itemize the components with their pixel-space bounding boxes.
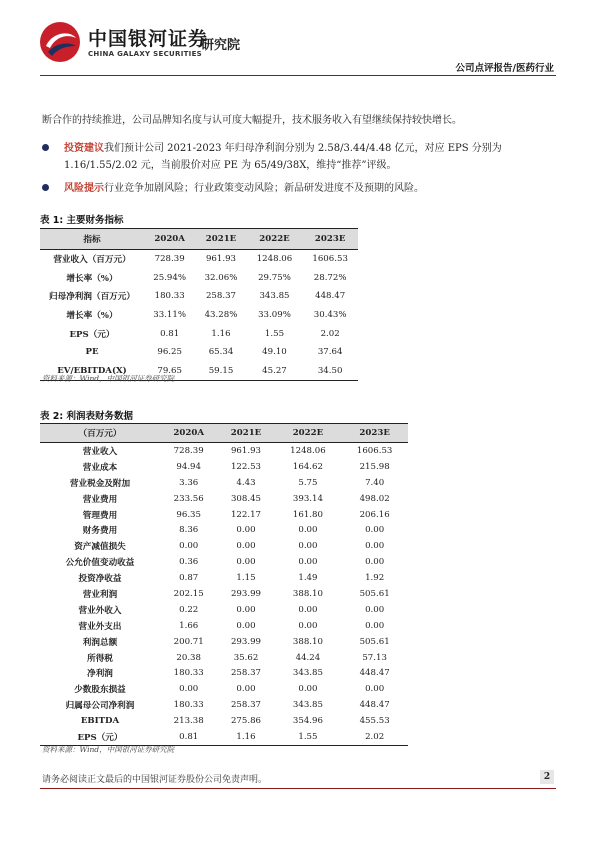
galaxy-logo-icon	[38, 20, 82, 64]
bullet-highlight: 风险提示	[64, 183, 104, 194]
column-header: 2023E	[341, 424, 408, 443]
table-row	[40, 681, 408, 697]
row-label: 营业收入（百万元）	[53, 255, 131, 266]
header-divider	[40, 75, 556, 76]
table-row	[40, 729, 408, 745]
table-cell: 57.13	[362, 652, 387, 663]
table-row	[40, 602, 408, 618]
table-cell: 180.33	[154, 291, 185, 302]
table-cell: 0.00	[298, 557, 318, 568]
row-label: 增长率（%）	[66, 273, 118, 284]
table-row	[40, 650, 408, 666]
table-cell: 1248.06	[256, 254, 293, 265]
table-cell: 448.47	[315, 291, 346, 302]
table-cell: 1.92	[365, 573, 385, 584]
table-row	[40, 287, 358, 306]
table-cell: 1.66	[179, 620, 199, 631]
table1-title: 表 1: 主要财务指标	[40, 215, 124, 226]
table-cell: 293.99	[230, 588, 262, 599]
table-cell: 393.14	[292, 493, 323, 504]
table-cell: 258.37	[230, 700, 262, 711]
table-cell: 200.71	[173, 636, 204, 647]
column-header: 2021E	[217, 424, 274, 443]
table-cell: 20.38	[176, 652, 201, 663]
table-cell: 448.47	[359, 700, 390, 711]
table-cell: 164.62	[292, 461, 323, 472]
table-cell: 35.62	[233, 652, 259, 663]
column-header: 2020A	[160, 424, 217, 443]
table-cell: 0.00	[365, 620, 385, 631]
table-cell: 0.00	[298, 541, 318, 552]
institute-label: 研究院	[201, 38, 241, 53]
table-cell: 79.65	[144, 362, 195, 381]
bullet-icon	[42, 184, 49, 191]
table-cell: 1.55	[264, 328, 285, 339]
table-header-row	[40, 229, 358, 250]
table-cell: 180.33	[173, 668, 204, 679]
table-cell: 0.87	[179, 573, 199, 584]
row-label: 少数股东损益	[74, 685, 126, 696]
table-cell: 1.49	[298, 573, 318, 584]
table-row	[40, 491, 408, 507]
table-row	[40, 618, 408, 634]
table-cell: 0.00	[365, 541, 385, 552]
table-row	[40, 697, 408, 713]
table-cell: 0.81	[160, 328, 180, 339]
table-cell: 8.36	[179, 525, 199, 536]
table-cell: 505.61	[359, 636, 390, 647]
table-cell: 1.15	[236, 573, 256, 584]
table-cell: 1.55	[275, 729, 342, 745]
table2-source: 资料来源：Wind，中国银河证券研究院	[42, 745, 175, 754]
bullet-icon	[42, 144, 49, 151]
table-cell: 37.64	[317, 347, 343, 358]
table-cell: 961.93	[230, 445, 262, 456]
table-cell: 180.33	[173, 700, 204, 711]
column-header: 2020A	[144, 229, 195, 250]
row-label: 管理费用	[82, 510, 118, 521]
table-cell: 2.02	[320, 328, 340, 339]
bullet-highlight: 投资建议	[64, 143, 104, 154]
table-cell: 96.35	[176, 509, 201, 520]
table-cell: 0.22	[179, 604, 199, 615]
table-cell: 122.17	[230, 509, 262, 520]
table-cell: 49.10	[262, 347, 287, 358]
row-label: 财务费用	[82, 526, 118, 537]
table-cell: 0.36	[179, 557, 199, 568]
table-row	[40, 713, 408, 729]
page-number: 2	[540, 770, 554, 784]
brand-name-en: CHINA GALAXY SECURITIES	[88, 50, 202, 58]
table-cell: 1606.53	[356, 445, 393, 456]
table-cell: 33.09%	[258, 310, 291, 321]
column-header: 2022E	[247, 229, 303, 250]
report-type: 公司点评报告/医药行业	[455, 63, 554, 74]
table-cell: 293.99	[230, 636, 262, 647]
table-row	[40, 586, 408, 602]
table-cell: 25.94%	[153, 272, 187, 283]
column-header: （百万元）	[40, 424, 160, 443]
row-label: EPS（元）	[69, 329, 115, 340]
row-label: 营业收入	[82, 446, 118, 457]
table-row	[40, 554, 408, 570]
row-label: 营业成本	[82, 462, 118, 473]
table-cell: 0.00	[236, 541, 256, 552]
table-cell: 1.16	[217, 729, 274, 745]
table-cell: 0.00	[236, 604, 256, 615]
table-cell: 343.85	[292, 700, 323, 711]
table-row	[40, 665, 408, 681]
table-cell: 0.00	[365, 525, 385, 536]
income-statement-table	[40, 423, 408, 746]
table-cell: 0.00	[236, 620, 256, 631]
table-cell: 728.39	[154, 254, 185, 265]
table-cell: 233.56	[173, 493, 204, 504]
row-label: 营业外支出	[78, 621, 122, 632]
row-label: EPS（元）	[40, 729, 160, 745]
table-cell: 0.00	[298, 620, 318, 631]
table-row	[40, 459, 408, 475]
table-cell: 0.00	[298, 525, 318, 536]
row-label: 归母净利润（百万元）	[49, 292, 135, 303]
table-cell: 0.00	[365, 684, 385, 695]
table-cell: 0.81	[160, 729, 217, 745]
table-cell: 1.16	[211, 328, 231, 339]
bullet-text: 行业竞争加剧风险；行业政策变动风险；新品研发进度不及预期的风险。	[104, 183, 424, 194]
table-cell: 1606.53	[312, 254, 348, 265]
table-header-row	[40, 424, 408, 443]
table-cell: 65.34	[208, 347, 234, 358]
row-label: 营业利润	[82, 589, 118, 600]
row-label: 公允价值变动收益	[65, 558, 135, 569]
table-cell: 2.02	[341, 729, 408, 745]
intro-paragraph: 断合作的持续推进，公司品牌知名度与认可度大幅提升，技术服务收入有望继续保持较快增长。	[42, 115, 462, 126]
row-label: 资产减值损失	[74, 542, 126, 553]
table-cell: 3.36	[179, 477, 199, 488]
bullet-text: 我们预计公司 2021-2023 年归母净利润分别为 2.58/3.44/4.48 亿元，对应 EPS 分别为 1.16/1.55/2.02 元，当前股价对应 PE 为 65/49/38X，维持“推荐”评级。	[64, 143, 502, 171]
table-cell: 34.50	[302, 362, 358, 381]
table-cell: 122.53	[230, 461, 262, 472]
row-label: 投资净收益	[78, 574, 122, 585]
table-cell: 33.11%	[153, 310, 187, 321]
table-row	[40, 250, 358, 269]
table-cell: 28.72%	[313, 272, 347, 283]
table-row	[40, 522, 408, 538]
bullet-investment	[42, 140, 557, 174]
row-label: PE	[85, 347, 99, 358]
table-row	[40, 475, 408, 491]
footer-divider	[40, 788, 556, 789]
table-cell: 343.85	[259, 291, 290, 302]
column-header: 指标	[40, 229, 144, 250]
table-cell: 0.00	[179, 541, 199, 552]
table-cell: 29.75%	[258, 272, 291, 283]
table-cell: 258.37	[230, 668, 262, 679]
column-header: 2021E	[195, 229, 246, 250]
disclaimer-text: 请务必阅读正文最后的中国银河证券股份公司免责声明。	[42, 775, 268, 785]
table-row	[40, 443, 408, 459]
table-cell: 1248.06	[290, 445, 326, 456]
table-cell: 455.53	[359, 716, 390, 727]
table-cell: 0.00	[298, 604, 318, 615]
table-cell: 0.00	[236, 525, 256, 536]
table-cell: 30.43%	[313, 310, 347, 321]
table-row	[40, 324, 358, 343]
table-cell: 0.00	[236, 557, 256, 568]
table-cell: 0.00	[179, 684, 199, 695]
table-cell: 43.28%	[204, 310, 238, 321]
table-cell: 0.00	[365, 557, 385, 568]
brand-name: 中国银河证券	[88, 28, 209, 50]
row-label: 增长率（%）	[66, 311, 118, 322]
table-cell: 354.96	[292, 716, 323, 727]
table-row	[40, 570, 408, 586]
table-cell: 448.47	[359, 668, 390, 679]
table-cell: 275.86	[230, 716, 262, 727]
table-cell: 728.39	[173, 445, 204, 456]
table-cell: 0.00	[365, 604, 385, 615]
row-label: EBITDA	[80, 716, 120, 727]
table-cell: 94.94	[176, 461, 201, 472]
table-row	[40, 343, 358, 362]
table2-title: 表 2: 利润表财务数据	[40, 411, 134, 422]
table-cell: 4.43	[236, 477, 256, 488]
table-cell: 44.24	[295, 652, 321, 663]
table-cell: 388.10	[292, 588, 323, 599]
table-cell: 505.61	[359, 588, 390, 599]
row-label: 所得税	[87, 653, 113, 664]
row-label: 营业税金及附加	[69, 478, 131, 489]
table-cell: 0.00	[236, 684, 256, 695]
table1-source: 资料来源：Wind，中国银河证券研究院	[42, 374, 175, 383]
table-row	[40, 538, 408, 554]
table-cell: 961.93	[205, 254, 237, 265]
row-label: 净利润	[87, 669, 113, 680]
table-cell: 96.25	[157, 347, 182, 358]
table-cell: 32.06%	[204, 272, 238, 283]
table-cell: 258.37	[205, 291, 237, 302]
table-cell: 0.00	[298, 684, 318, 695]
table-cell: 161.80	[292, 509, 323, 520]
row-label: 利润总额	[82, 637, 118, 648]
table-row	[40, 507, 408, 523]
table-cell: 215.98	[359, 461, 390, 472]
table-cell: 5.75	[298, 477, 318, 488]
financial-indicators-table	[40, 228, 358, 381]
table-row	[40, 634, 408, 650]
table-cell: 343.85	[292, 668, 323, 679]
row-label: EV/EBITDA(X)	[40, 362, 144, 381]
column-header: 2022E	[275, 424, 342, 443]
table-cell: 498.02	[359, 493, 390, 504]
table-cell: 206.16	[359, 509, 390, 520]
table-cell: 7.40	[365, 477, 385, 488]
column-header: 2023E	[302, 229, 358, 250]
table-cell: 388.10	[292, 636, 323, 647]
bullet-risk	[42, 180, 557, 197]
row-label: 营业外收入	[78, 605, 122, 616]
table-cell: 45.27	[247, 362, 303, 381]
table-row	[40, 269, 358, 288]
table-row	[40, 306, 358, 325]
table-cell: 213.38	[173, 716, 204, 727]
table-cell: 202.15	[173, 588, 204, 599]
row-label: 营业费用	[82, 494, 118, 505]
table-cell: 308.45	[230, 493, 262, 504]
table-cell: 59.15	[195, 362, 246, 381]
row-label: 归属母公司净利润	[65, 701, 135, 712]
